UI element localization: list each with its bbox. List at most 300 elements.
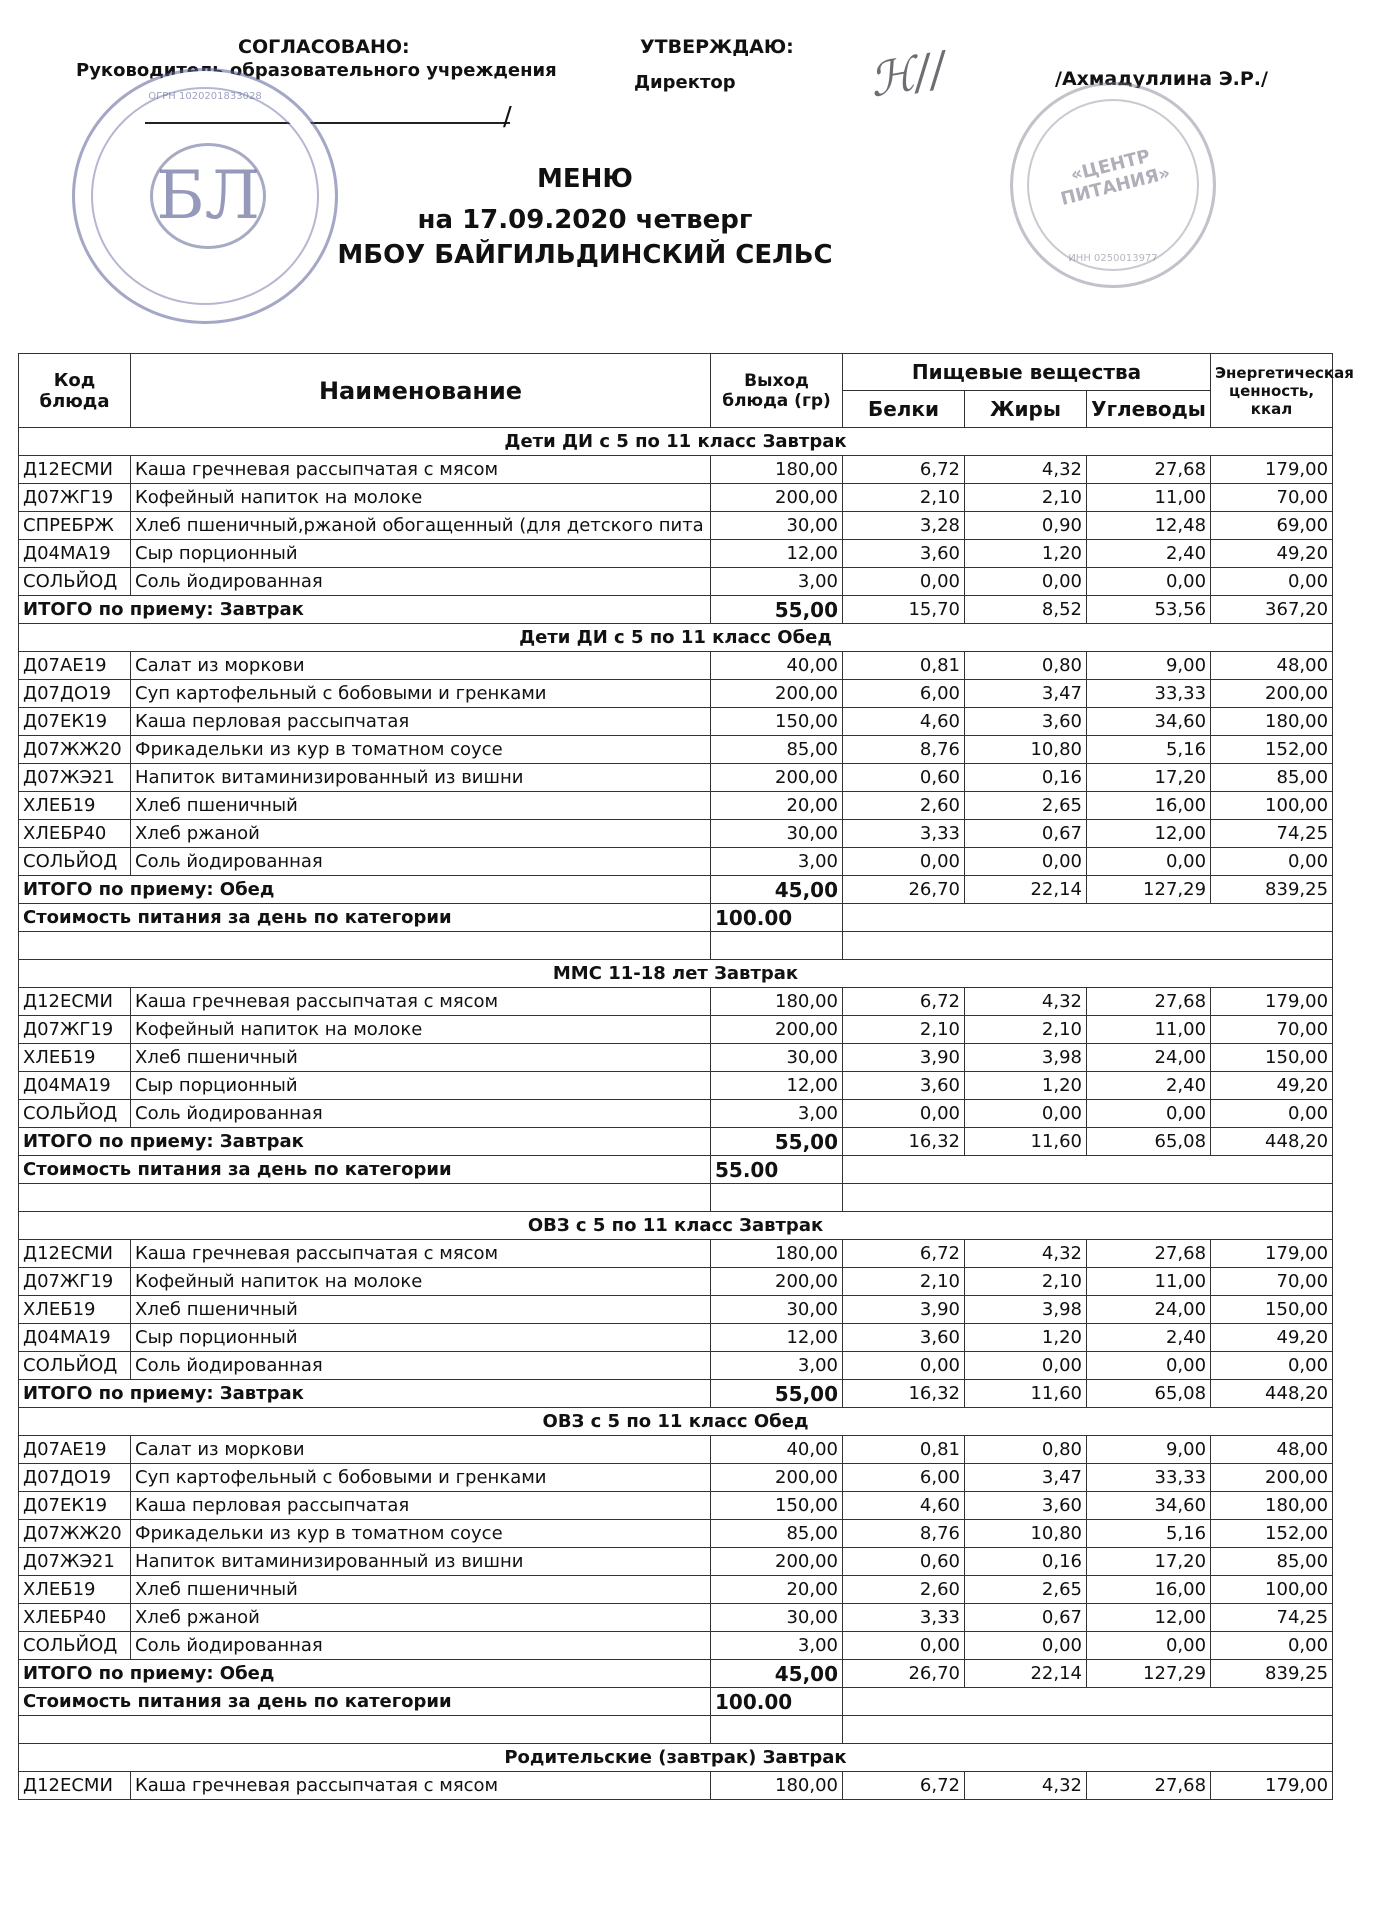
dish-energy: 179,00 [1211,456,1333,484]
blank-row [19,932,1333,960]
dish-energy: 150,00 [1211,1296,1333,1324]
total-carbs: 127,29 [1087,1660,1211,1688]
total-carbs: 65,08 [1087,1128,1211,1156]
table-row [19,1548,1333,1576]
dish-energy: 70,00 [1211,1016,1333,1044]
dish-yield: 40,00 [711,652,843,680]
dish-code: Д07ДО19 [19,1464,131,1492]
dish-name: Каша гречневая рассыпчатая с мясом [131,456,711,484]
total-carbs: 53,56 [1087,596,1211,624]
dish-yield: 30,00 [711,820,843,848]
dish-carbs: 27,68 [1087,1240,1211,1268]
cost-value: 100.00 [711,904,843,932]
dish-fat: 10,80 [965,1520,1087,1548]
dish-protein: 2,10 [843,484,965,512]
dish-fat: 3,47 [965,680,1087,708]
dish-protein: 2,10 [843,1268,965,1296]
dish-name: Сыр порционный [131,1072,711,1100]
dish-protein: 3,60 [843,1324,965,1352]
dish-carbs: 0,00 [1087,1352,1211,1380]
dish-carbs: 5,16 [1087,1520,1211,1548]
dish-fat: 0,00 [965,1352,1087,1380]
dish-name: Кофейный напиток на молоке [131,1016,711,1044]
dish-fat: 4,32 [965,988,1087,1016]
dish-name: Каша перловая рассыпчатая [131,1492,711,1520]
title-date: на 17.09.2020 четверг [417,205,753,235]
dish-yield: 30,00 [711,512,843,540]
dish-code: ХЛЕБ19 [19,1296,131,1324]
dish-energy: 0,00 [1211,1352,1333,1380]
total-row [19,1128,1333,1156]
dish-protein: 0,00 [843,848,965,876]
dish-protein: 4,60 [843,1492,965,1520]
dish-fat: 3,60 [965,1492,1087,1520]
menu-table [18,353,1354,1800]
table-row [19,1072,1333,1100]
table-row [19,1100,1333,1128]
dish-carbs: 33,33 [1087,680,1211,708]
dish-energy: 49,20 [1211,540,1333,568]
dish-name: Соль йодированная [131,1632,711,1660]
dish-yield: 85,00 [711,1520,843,1548]
dish-yield: 180,00 [711,1240,843,1268]
table-row [19,456,1333,484]
dish-yield: 30,00 [711,1296,843,1324]
dish-protein: 0,00 [843,1352,965,1380]
dish-energy: 49,20 [1211,1072,1333,1100]
total-carbs: 65,08 [1087,1380,1211,1408]
dish-protein: 6,72 [843,1240,965,1268]
dish-carbs: 9,00 [1087,1436,1211,1464]
total-yield: 45,00 [711,1660,843,1688]
table-row [19,1240,1333,1268]
table-row [19,1268,1333,1296]
total-yield: 55,00 [711,596,843,624]
dish-code: ХЛЕБ19 [19,792,131,820]
dish-fat: 2,65 [965,1576,1087,1604]
dish-fat: 4,32 [965,1772,1087,1800]
dish-carbs: 0,00 [1087,1100,1211,1128]
table-row [19,1324,1333,1352]
dish-energy: 150,00 [1211,1044,1333,1072]
total-label: ИТОГО по приему: Обед [19,1660,711,1688]
catering-stamp-ring: ИНН 0250013977 [1068,253,1158,264]
total-protein: 16,32 [843,1128,965,1156]
dish-yield: 180,00 [711,988,843,1016]
dish-yield: 30,00 [711,1604,843,1632]
dish-code: Д07ЖГ19 [19,1268,131,1296]
dish-yield: 85,00 [711,736,843,764]
total-energy: 839,25 [1211,1660,1333,1688]
total-yield: 55,00 [711,1128,843,1156]
dish-protein: 8,76 [843,1520,965,1548]
dish-code: Д07ДО19 [19,680,131,708]
table-row [19,1632,1333,1660]
dish-protein: 3,60 [843,540,965,568]
dish-yield: 200,00 [711,1016,843,1044]
dish-carbs: 12,48 [1087,512,1211,540]
dish-energy: 48,00 [1211,652,1333,680]
dish-fat: 4,32 [965,456,1087,484]
cost-value: 100.00 [711,1688,843,1716]
dish-energy: 85,00 [1211,1548,1333,1576]
cost-row [19,1688,1333,1716]
dish-name: Напиток витаминизированный из вишни [131,764,711,792]
dish-yield: 200,00 [711,680,843,708]
dish-fat: 3,98 [965,1296,1087,1324]
dish-carbs: 11,00 [1087,484,1211,512]
dish-energy: 70,00 [1211,484,1333,512]
total-energy: 448,20 [1211,1128,1333,1156]
table-row [19,1492,1333,1520]
signature-slash: / [503,102,512,132]
dish-energy: 179,00 [1211,988,1333,1016]
dish-yield: 30,00 [711,1044,843,1072]
dish-protein: 3,90 [843,1296,965,1324]
dish-protein: 0,60 [843,764,965,792]
title-menu: МЕНЮ [537,164,633,194]
table-row [19,680,1333,708]
catering-stamp-center: «ЦЕНТР ПИТАНИЯ» [1058,145,1173,210]
table-row [19,1436,1333,1464]
total-yield: 45,00 [711,876,843,904]
dish-name: Соль йодированная [131,1100,711,1128]
dish-fat: 2,10 [965,1268,1087,1296]
dish-energy: 200,00 [1211,680,1333,708]
dish-carbs: 34,60 [1087,1492,1211,1520]
dish-protein: 3,33 [843,820,965,848]
section-header [19,1744,1333,1772]
dish-fat: 0,00 [965,1632,1087,1660]
school-logo: БЛ [150,143,266,249]
dish-fat: 2,10 [965,484,1087,512]
dish-yield: 200,00 [711,1268,843,1296]
dish-name: Хлеб ржаной [131,1604,711,1632]
school-stamp [72,68,338,324]
approve-label: УТВЕРЖДАЮ: [640,36,794,58]
dish-fat: 1,20 [965,1072,1087,1100]
dish-energy: 179,00 [1211,1240,1333,1268]
table-row [19,1604,1333,1632]
dish-code: ХЛЕБР40 [19,1604,131,1632]
dish-carbs: 17,20 [1087,1548,1211,1576]
col-carbs: Углеводы [1087,391,1211,428]
total-fat: 22,14 [965,876,1087,904]
dish-yield: 3,00 [711,568,843,596]
dish-energy: 152,00 [1211,1520,1333,1548]
dish-yield: 3,00 [711,848,843,876]
blank-cell [19,1184,711,1212]
section-header [19,1408,1333,1436]
dish-name: Фрикадельки из кур в томатном соусе [131,1520,711,1548]
dish-name: Суп картофельный с бобовыми и гренками [131,1464,711,1492]
dish-code: Д07ЕК19 [19,708,131,736]
dish-name: Соль йодированная [131,848,711,876]
dish-energy: 180,00 [1211,708,1333,736]
blank-cell [843,1184,1333,1212]
dish-fat: 0,00 [965,1100,1087,1128]
total-label: ИТОГО по приему: Завтрак [19,1128,711,1156]
table-row [19,1296,1333,1324]
dish-fat: 0,00 [965,568,1087,596]
col-protein: Белки [843,391,965,428]
cost-empty [843,1156,1333,1184]
dish-protein: 2,60 [843,792,965,820]
dish-code: Д07ЖГ19 [19,484,131,512]
table-row [19,1464,1333,1492]
dish-code: Д04МА19 [19,540,131,568]
dish-energy: 0,00 [1211,848,1333,876]
agreed-label: СОГЛАСОВАНО: [238,36,410,58]
section-header [19,624,1333,652]
table-row [19,1016,1333,1044]
dish-name: Каша гречневая рассыпчатая с мясом [131,988,711,1016]
total-fat: 11,60 [965,1128,1087,1156]
dish-carbs: 16,00 [1087,1576,1211,1604]
dish-energy: 48,00 [1211,1436,1333,1464]
blank-cell [711,1716,843,1744]
dish-code: Д07ЖГ19 [19,1016,131,1044]
table-row [19,484,1333,512]
dish-yield: 180,00 [711,1772,843,1800]
section-title: Родительские (завтрак) Завтрак [19,1744,1333,1772]
dish-code: ХЛЕБР40 [19,820,131,848]
section-title: ОВЗ с 5 по 11 класс Завтрак [19,1212,1333,1240]
dish-code: Д12ЕСМИ [19,1240,131,1268]
dish-name: Суп картофельный с бобовыми и гренками [131,680,711,708]
table-row [19,792,1333,820]
dish-carbs: 33,33 [1087,1464,1211,1492]
dish-code: Д12ЕСМИ [19,988,131,1016]
dish-name: Сыр порционный [131,540,711,568]
dish-energy: 100,00 [1211,792,1333,820]
dish-code: Д12ЕСМИ [19,456,131,484]
dish-carbs: 27,68 [1087,1772,1211,1800]
table-row [19,540,1333,568]
dish-name: Фрикадельки из кур в томатном соусе [131,736,711,764]
cost-value: 55.00 [711,1156,843,1184]
dish-name: Каша перловая рассыпчатая [131,708,711,736]
dish-protein: 6,72 [843,988,965,1016]
blank-cell [19,1716,711,1744]
dish-protein: 0,81 [843,652,965,680]
table-row [19,736,1333,764]
cost-empty [843,1688,1333,1716]
total-label: ИТОГО по приему: Обед [19,876,711,904]
cost-label: Стоимость питания за день по категории [19,1156,711,1184]
dish-energy: 180,00 [1211,1492,1333,1520]
total-carbs: 127,29 [1087,876,1211,904]
dish-fat: 3,98 [965,1044,1087,1072]
dish-fat: 10,80 [965,736,1087,764]
dish-carbs: 16,00 [1087,792,1211,820]
cost-row [19,1156,1333,1184]
dish-code: ХЛЕБ19 [19,1044,131,1072]
dish-name: Соль йодированная [131,568,711,596]
dish-energy: 74,25 [1211,820,1333,848]
dish-energy: 152,00 [1211,736,1333,764]
dish-name: Соль йодированная [131,1352,711,1380]
cost-label: Стоимость питания за день по категории [19,904,711,932]
total-fat: 22,14 [965,1660,1087,1688]
dish-code: Д04МА19 [19,1324,131,1352]
dish-fat: 0,80 [965,1436,1087,1464]
dish-energy: 179,00 [1211,1772,1333,1800]
table-row [19,1352,1333,1380]
dish-protein: 6,00 [843,1464,965,1492]
dish-protein: 3,60 [843,1072,965,1100]
dish-fat: 0,00 [965,848,1087,876]
table-row [19,512,1333,540]
total-row [19,876,1333,904]
cost-row [19,904,1333,932]
dish-carbs: 0,00 [1087,568,1211,596]
section-title: ОВЗ с 5 по 11 класс Обед [19,1408,1333,1436]
dish-energy: 0,00 [1211,1632,1333,1660]
dish-energy: 70,00 [1211,1268,1333,1296]
dish-carbs: 11,00 [1087,1016,1211,1044]
dish-energy: 200,00 [1211,1464,1333,1492]
dish-carbs: 11,00 [1087,1268,1211,1296]
section-title: Дети ДИ с 5 по 11 класс Обед [19,624,1333,652]
dish-carbs: 9,00 [1087,652,1211,680]
dish-fat: 1,20 [965,1324,1087,1352]
dish-carbs: 17,20 [1087,764,1211,792]
table-row [19,568,1333,596]
table-row [19,848,1333,876]
dish-protein: 3,28 [843,512,965,540]
dish-name: Хлеб пшеничный [131,792,711,820]
total-yield: 55,00 [711,1380,843,1408]
dish-energy: 100,00 [1211,1576,1333,1604]
cost-empty [843,904,1333,932]
dish-protein: 3,33 [843,1604,965,1632]
dish-carbs: 2,40 [1087,1324,1211,1352]
dish-name: Хлеб пшеничный [131,1044,711,1072]
dish-name: Сыр порционный [131,1324,711,1352]
dish-fat: 3,60 [965,708,1087,736]
total-protein: 26,70 [843,1660,965,1688]
dish-yield: 40,00 [711,1436,843,1464]
dish-carbs: 27,68 [1087,988,1211,1016]
dish-energy: 49,20 [1211,1324,1333,1352]
dish-name: Кофейный напиток на молоке [131,484,711,512]
dish-code: Д07ЖЭ21 [19,1548,131,1576]
dish-protein: 0,00 [843,1100,965,1128]
dish-yield: 200,00 [711,1464,843,1492]
dish-energy: 69,00 [1211,512,1333,540]
title-school: МБОУ БАЙГИЛЬДИНСКИЙ СЕЛЬС [337,240,833,270]
dish-code: СОЛЬЙОД [19,1632,131,1660]
agreed-role: Руководитель образовательного учреждения [76,60,557,81]
dish-name: Хлеб пшеничный [131,1576,711,1604]
dish-protein: 3,90 [843,1044,965,1072]
dish-yield: 200,00 [711,1548,843,1576]
dish-yield: 3,00 [711,1632,843,1660]
dish-protein: 6,72 [843,456,965,484]
col-name: Наименование [131,354,711,428]
dish-carbs: 0,00 [1087,848,1211,876]
approve-role: Директор [634,72,736,93]
section-header [19,960,1333,988]
dish-name: Хлеб пшеничный [131,1296,711,1324]
dish-name: Каша гречневая рассыпчатая с мясом [131,1240,711,1268]
dish-energy: 0,00 [1211,1100,1333,1128]
dish-code: СОЛЬЙОД [19,568,131,596]
dish-name: Хлеб ржаной [131,820,711,848]
dish-protein: 0,00 [843,568,965,596]
table-row [19,1044,1333,1072]
dish-name: Салат из моркови [131,652,711,680]
school-stamp-ring: ОГРН 1020201833028 [148,91,262,102]
total-protein: 15,70 [843,596,965,624]
col-energy: Энергетическая ценность, ккал [1211,354,1333,428]
section-title: ММС 11-18 лет Завтрак [19,960,1333,988]
dish-yield: 150,00 [711,1492,843,1520]
dish-fat: 1,20 [965,540,1087,568]
total-energy: 839,25 [1211,876,1333,904]
dish-energy: 74,25 [1211,1604,1333,1632]
blank-row [19,1184,1333,1212]
dish-yield: 20,00 [711,792,843,820]
dish-fat: 0,90 [965,512,1087,540]
dish-yield: 12,00 [711,1072,843,1100]
table-row [19,764,1333,792]
table-row [19,988,1333,1016]
table-row [19,1576,1333,1604]
dish-fat: 0,67 [965,820,1087,848]
dish-protein: 6,72 [843,1772,965,1800]
dish-name: Напиток витаминизированный из вишни [131,1548,711,1576]
dish-yield: 12,00 [711,540,843,568]
cost-label: Стоимость питания за день по категории [19,1688,711,1716]
dish-carbs: 24,00 [1087,1296,1211,1324]
section-header [19,1212,1333,1240]
section-title: Дети ДИ с 5 по 11 класс Завтрак [19,428,1333,456]
dish-fat: 0,16 [965,764,1087,792]
dish-code: Д07АЕ19 [19,1436,131,1464]
dish-protein: 2,10 [843,1016,965,1044]
dish-carbs: 12,00 [1087,820,1211,848]
col-nutrients: Пищевые вещества [843,354,1211,391]
dish-fat: 3,47 [965,1464,1087,1492]
dish-protein: 0,00 [843,1632,965,1660]
dish-carbs: 2,40 [1087,1072,1211,1100]
blank-row [19,1716,1333,1744]
dish-carbs: 34,60 [1087,708,1211,736]
dish-protein: 8,76 [843,736,965,764]
dish-code: Д12ЕСМИ [19,1772,131,1800]
dish-carbs: 5,16 [1087,736,1211,764]
total-energy: 448,20 [1211,1380,1333,1408]
dish-fat: 0,80 [965,652,1087,680]
total-row [19,1380,1333,1408]
total-row [19,1660,1333,1688]
dish-yield: 20,00 [711,1576,843,1604]
dish-protein: 0,60 [843,1548,965,1576]
dish-protein: 4,60 [843,708,965,736]
total-row [19,596,1333,624]
total-label: ИТОГО по приему: Завтрак [19,596,711,624]
dish-name: Салат из моркови [131,1436,711,1464]
dish-code: СОЛЬЙОД [19,1100,131,1128]
dish-yield: 180,00 [711,456,843,484]
dish-carbs: 2,40 [1087,540,1211,568]
dish-code: Д04МА19 [19,1072,131,1100]
total-fat: 11,60 [965,1380,1087,1408]
total-fat: 8,52 [965,596,1087,624]
director-signature: ℋ∕∕ [865,41,950,108]
